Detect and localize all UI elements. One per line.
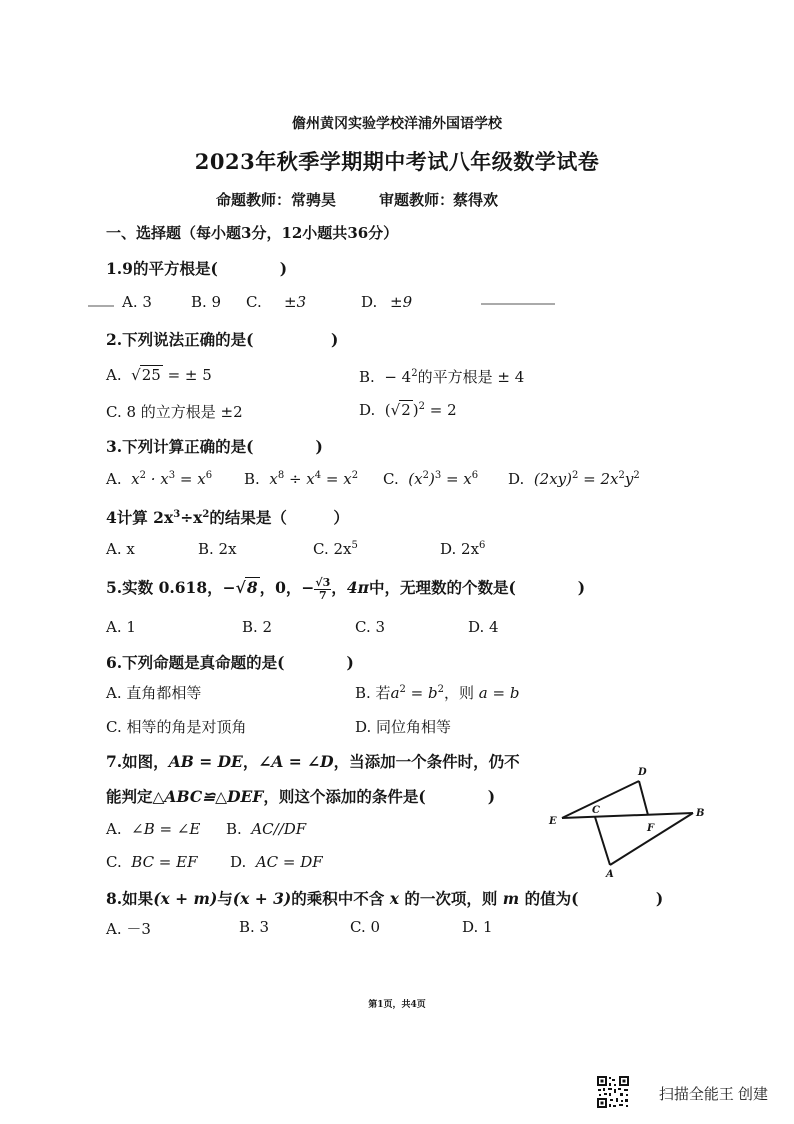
q5-option-d: D. 4 <box>468 618 499 636</box>
line-eb <box>562 813 693 818</box>
q8-stem-mid: 与 <box>217 889 233 908</box>
q7-option-b-label: B. <box>226 820 242 838</box>
q3-option-c-label: C. <box>383 470 399 488</box>
q1-option-c-value: ±3 <box>284 293 307 311</box>
q1-option-a: A. 3 <box>122 293 152 311</box>
q3-option-b: B. $x^8 \div x^4 = x^2$ <box>244 470 359 488</box>
q2-option-b-label: B. <box>359 368 375 386</box>
q2-option-d-label: D. <box>359 401 376 419</box>
q4-option-c-text: C. 2x <box>313 540 352 558</box>
q4-option-a: A. x <box>106 540 135 558</box>
q5-stem-pre: 5.实数 0.618， <box>106 578 223 597</box>
qr-code-icon <box>596 1075 630 1109</box>
q7-option-b: B. AC//DF <box>226 820 307 838</box>
reviewer-name: 蔡得欢 <box>453 191 499 209</box>
label-point-c: C <box>592 805 600 816</box>
q2-option-c: C. 8 的立方根是 ±2 <box>106 403 243 421</box>
q4-option-d-text: D. 2x <box>440 540 480 558</box>
q2-option-d-rhs: = 2 <box>429 401 457 419</box>
q2-option-a-label: A. <box>106 366 122 384</box>
question-4-stem: 4计算 $2x^3\div x^2$的结果是（ ） <box>106 508 349 527</box>
q8-stem-post1: 的乘积中不含 <box>291 889 385 908</box>
q7-line1-pre: 7.如图， <box>106 752 169 771</box>
q8-option-a: A. －3 <box>106 920 151 938</box>
q6-option-b-pre: B. 若 <box>355 684 391 702</box>
question-8-stem: 8.如果(x + m)与(x + 3)的乘积中不含 x 的一次项，则 m 的值为( ) <box>106 889 664 908</box>
label-point-d: D <box>638 767 647 778</box>
q1-option-d-label: D. <box>361 293 378 311</box>
school-name: 儋州黄冈实验学校洋浦外国语学校 <box>292 116 502 132</box>
q4-stem-mid: ÷x <box>180 508 203 527</box>
q2-option-d: D. (√2 )$^2$ = 2 <box>359 401 457 419</box>
question-1-stem: 1.9的平方根是( ) <box>106 259 288 278</box>
q7-line1-post: ，当添加一个条件时，仍不 <box>333 752 520 771</box>
q1-option-b: B. 9 <box>191 293 222 311</box>
q1-option-d-value: ±9 <box>390 293 413 311</box>
q2-option-a: A. √25 = ± 5 <box>106 366 212 384</box>
q6-option-b: B. 若$a^2 = b^2$，则 a = b <box>355 684 520 702</box>
q8-stem-post2: 的一次项，则 <box>404 889 498 908</box>
q4-option-d: D. $2x^6$ <box>440 540 486 558</box>
q6-option-a: A. 直角都相等 <box>106 684 202 702</box>
q4-option-c: C. $2x^5$ <box>313 540 358 558</box>
line-ed <box>562 781 639 818</box>
q4-stem-pre: 4计算 2x <box>106 508 174 527</box>
q5-stem-post: 中，无理数的个数是( ) <box>368 578 586 597</box>
q7-option-c-label: C. <box>106 853 122 871</box>
label-point-a: A <box>606 869 614 880</box>
question-3-stem: 3.下列计算正确的是( ) <box>106 437 323 456</box>
page-number: 第1页，共4页 <box>368 1000 426 1010</box>
question-7-line-1: 7.如图，AB = DE，∠A = ∠D，当添加一个条件时，仍不 <box>106 752 520 771</box>
q8-option-b: B. 3 <box>239 918 270 936</box>
q4-option-b: B. 2x <box>198 540 237 558</box>
q8-stem-post3: 的值为( ) <box>524 889 664 908</box>
q5-option-a: A. 1 <box>106 618 136 636</box>
q7-option-d-label: D. <box>230 853 247 871</box>
section-heading: 一、选择题（每小题3分，12小题共36分） <box>106 224 399 242</box>
q1-option-c-label: C. <box>246 293 262 311</box>
scan-smudge <box>88 305 114 307</box>
question-7-line-2: 能判定△ABC≌△DEF，则这个添加的条件是( ) <box>106 787 496 806</box>
exam-title: 2023年秋季学期期中考试八年级数学试卷 <box>194 149 600 174</box>
q7-option-d: D. AC = DF <box>230 853 323 871</box>
question-2-stem: 2.下列说法正确的是( ) <box>106 330 339 349</box>
q7-line2-post: ，则这个添加的条件是( ) <box>263 787 496 806</box>
q5-stem-mid: ，0， <box>259 578 302 597</box>
q8-option-c: C. 0 <box>350 918 381 936</box>
q6-option-d: D. 同位角相等 <box>355 718 452 736</box>
q8-option-d: D. 1 <box>462 918 493 936</box>
setter-name: 常骋昊 <box>291 191 337 209</box>
q2-option-b-text: 的平方根是 ± 4 <box>417 368 525 386</box>
q6-option-c: C. 相等的角是对顶角 <box>106 718 247 736</box>
q5-option-b: B. 2 <box>242 618 273 636</box>
q5-option-c: C. 3 <box>355 618 386 636</box>
q7-option-a-label: A. <box>106 820 122 838</box>
reviewer-label: 审题教师： <box>379 191 455 209</box>
question-6-stem: 6.下列命题是真命题的是( ) <box>106 653 354 672</box>
q3-option-d-label: D. <box>508 470 525 488</box>
q8-stem-pre: 8.如果 <box>106 889 154 908</box>
label-point-e: E <box>549 816 557 827</box>
setter-label: 命题教师： <box>216 191 292 209</box>
q7-line1-mid: ， <box>242 752 259 771</box>
line-df <box>639 781 648 815</box>
q3-option-a-label: A. <box>106 470 122 488</box>
q3-option-b-label: B. <box>244 470 260 488</box>
triangle-diagram <box>540 755 720 885</box>
diagram-lines <box>562 781 693 865</box>
q7-line2-pre: 能判定 <box>106 787 153 806</box>
label-point-f: F <box>647 823 655 834</box>
scan-smudge <box>481 303 555 305</box>
q3-option-a: A. $x^2 \cdot x^3 = x^6$ <box>106 470 213 488</box>
q3-option-d: D. $(2xy)^2 = 2x^2y^2$ <box>508 470 640 488</box>
q4-stem-post: 的结果是（ ） <box>209 508 349 527</box>
q3-option-c: C. $(x^2)^3 = x^6$ <box>383 470 479 488</box>
question-5-stem: 5.实数 0.618，−√8 ，0，− $\frac{√3}{7}$ ，4π中，无理数的个数是( ) <box>106 575 586 602</box>
q7-option-a: A. ∠B = ∠E <box>106 820 201 838</box>
line-ab <box>610 813 693 865</box>
q2-option-b: B. − $4^2$的平方根是 ± 4 <box>359 368 525 386</box>
line-ca <box>595 817 610 865</box>
scanner-watermark: 扫描全能王 创建 <box>658 1086 768 1103</box>
label-point-b: B <box>696 808 705 819</box>
q6-option-b-mid: ，则 <box>443 684 474 702</box>
q7-option-c: C. BC = EF <box>106 853 198 871</box>
q2-option-a-rhs: = ± 5 <box>167 366 212 384</box>
